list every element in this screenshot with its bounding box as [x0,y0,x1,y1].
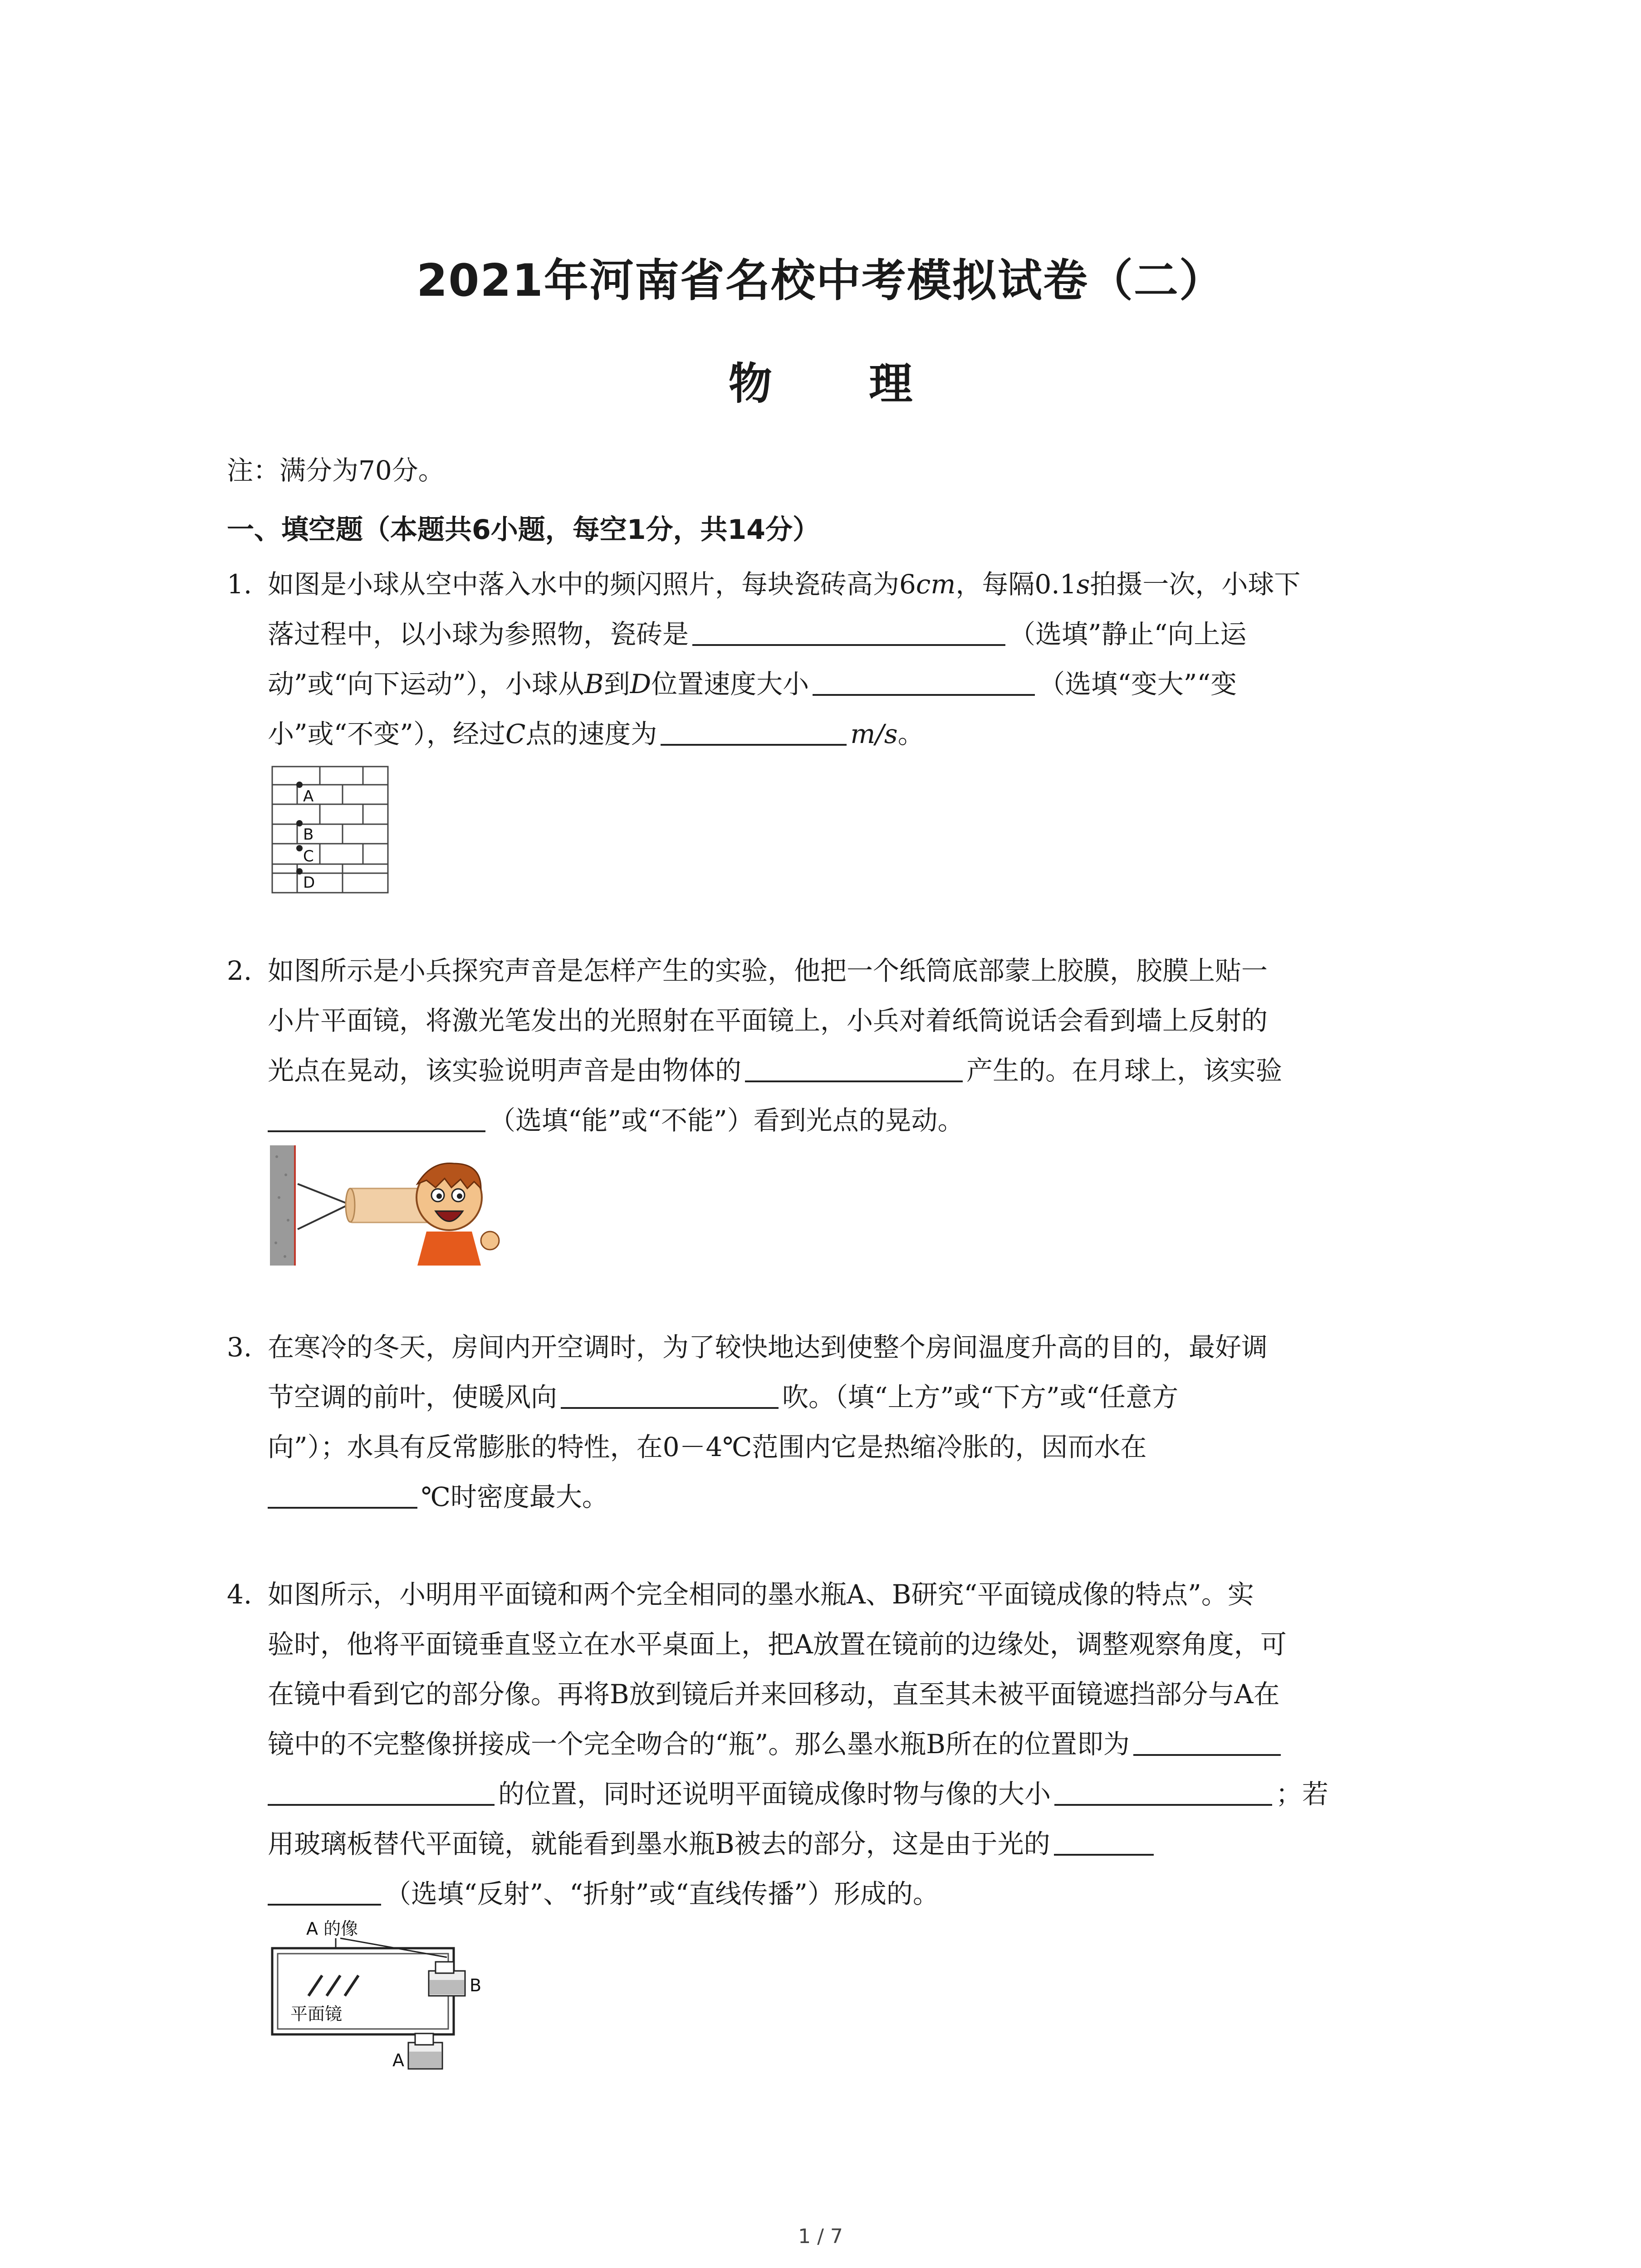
page-number: 1 / 7 [798,2225,843,2248]
q2-text: 产生的。在月球上，该实验 [966,1055,1283,1086]
q4-line-5 [268,1776,1328,1812]
answer-blank[interactable] [1054,1779,1272,1806]
boy-body [417,1232,481,1266]
q3-text: 节空调的前叶，使暖风向 [268,1382,558,1413]
ink-bottle-a [408,2033,442,2069]
fig-label-d: D [303,874,315,892]
q1-text: 小”或“不变”），经过 [268,719,505,749]
q4-line-1: 如图所示，小明用平面镜和两个完全相同的墨水瓶A、B研究“平面镜成像的特点”。实 [268,1579,1254,1610]
point-label: D [630,669,652,699]
point-label: B [584,669,604,699]
ball-position-c [296,845,303,851]
answer-blank[interactable] [813,669,1035,696]
ball-position-d [296,868,303,875]
answer-blank[interactable] [268,1779,495,1806]
q1-text: 点的速度为 [525,719,657,749]
q4-line-4 [268,1726,1284,1762]
point-label: C [505,719,526,749]
q2-line-3 [268,1052,1282,1089]
reflected-beam [298,1204,349,1229]
answer-blank[interactable] [745,1055,963,1082]
ball-position-b [296,820,303,826]
question-number: 1. [227,569,252,600]
unit-cm: cm [916,569,956,600]
q2-text: 光点在晃动，该实验说明声音是由物体的 [268,1055,742,1086]
q3-line-2 [268,1379,1178,1415]
answer-blank[interactable] [268,1878,381,1906]
q4-text: 的位置，同时还说明平面镜成像时物与像的大小 [498,1779,1051,1809]
bottle-b-label: B [470,1975,482,1995]
answer-blank[interactable] [692,619,1005,646]
q4-text: 用玻璃板替代平面镜，就能看到墨水瓶B被去的部分，这是由于光的 [268,1828,1050,1859]
mirror-label: 平面镜 [290,2004,343,2024]
ball-position-a [296,782,303,788]
question-number: 4. [227,1579,252,1610]
q4-line-6 [268,1826,1157,1862]
q3-text: ℃时密度最大。 [421,1481,608,1512]
q4-line-7 [268,1876,939,1912]
q1-text: 。 [897,719,924,749]
q1-text: 如图是小球从空中落入水中的频闪照片，每块瓷砖高为6 [268,569,916,600]
answer-blank[interactable] [1133,1729,1281,1756]
page-title: 2021年河南省名校中考模拟试卷（二） [416,255,1225,307]
q4-text: 镜中的不完整像拼接成一个完全吻合的“瓶”。那么墨水瓶B所在的位置即为 [268,1729,1130,1760]
question-number: 2. [227,955,252,986]
question-number: 3. [227,1332,252,1363]
q1-text: 落过程中，以小球为参照物，瓷砖是 [268,619,689,650]
laser-beam [298,1184,349,1204]
fig-label-a: A [303,787,314,806]
q2-text: （选填“能”或“不能”）看到光点的晃动。 [489,1105,964,1136]
q1-line-1 [268,566,1300,602]
bottle-a-label: A [392,2050,404,2070]
q1-text: ，每隔0.1 [955,569,1077,600]
q2-line-1: 如图所示是小兵探究声音是怎样产生的实验，他把一个纸筒底部蒙上胶膜，胶膜上贴一 [268,955,1268,986]
score-note: 注：满分为70分。 [227,455,445,486]
q2-line-4 [268,1102,964,1139]
q4-text: ；若 [1276,1779,1329,1809]
q1-text: 拍摄一次，小球下 [1090,569,1301,600]
q3-line-1: 在寒冷的冬天，房间内开空调时，为了较快地达到使整个房间温度升高的目的，最好调 [268,1332,1268,1363]
unit-mps: m/s [850,719,898,749]
q1-text: 动”或“向下运动”），小球从 [268,669,584,699]
sound-experiment-figure [268,1143,504,1270]
tile-wall-figure [268,764,395,896]
q4-line-2: 验时，他将平面镜垂直竖立在水平桌面上，把A放置在镜前的边缘处，调整观察角度，可 [268,1629,1287,1660]
q2-line-2: 小片平面镜，将激光笔发出的光照射在平面镜上，小兵对着纸筒说话会看到墙上反射的 [268,1005,1268,1036]
answer-blank[interactable] [1054,1828,1154,1856]
q1-text: 到 [603,669,630,699]
fig-label-b: B [303,826,314,844]
subject-title: 物 理 [728,358,954,409]
answer-blank[interactable] [268,1481,417,1509]
q3-text: 吹。（填“上方”或“下方”或“任意方 [782,1382,1179,1413]
image-of-a-label: A 的像 [306,1919,358,1939]
answer-blank[interactable] [661,719,847,746]
q1-text: （选填“变大”“变 [1038,669,1237,699]
q1-line-3 [268,666,1237,702]
q1-text: 位置速度大小 [651,669,809,699]
unit-s: s [1076,569,1090,600]
q4-line-3: 在镜中看到它的部分像。再将B放到镜后并来回移动，直至其未被平面镜遮挡部分与A在 [268,1679,1280,1710]
q3-line-4 [268,1479,608,1515]
q1-line-2 [268,616,1246,652]
mirror-experiment-figure [268,1916,504,2080]
answer-blank[interactable] [561,1382,779,1409]
wall [270,1145,295,1266]
answer-blank[interactable] [268,1105,485,1132]
q1-text: （选填”静止“向上运 [1009,619,1247,650]
fig-label-c: C [303,847,314,865]
q1-line-4 [268,716,924,752]
q4-text: （选填“反射”、“折射”或“直线传播”）形成的。 [385,1878,939,1909]
q3-line-3: 向”）；水具有反常膨胀的特性，在0－4℃范围内它是热缩冷胀的，因而水在 [268,1432,1147,1462]
section-heading: 一、填空题（本题共6小题，每空1分，共14分） [227,514,820,546]
